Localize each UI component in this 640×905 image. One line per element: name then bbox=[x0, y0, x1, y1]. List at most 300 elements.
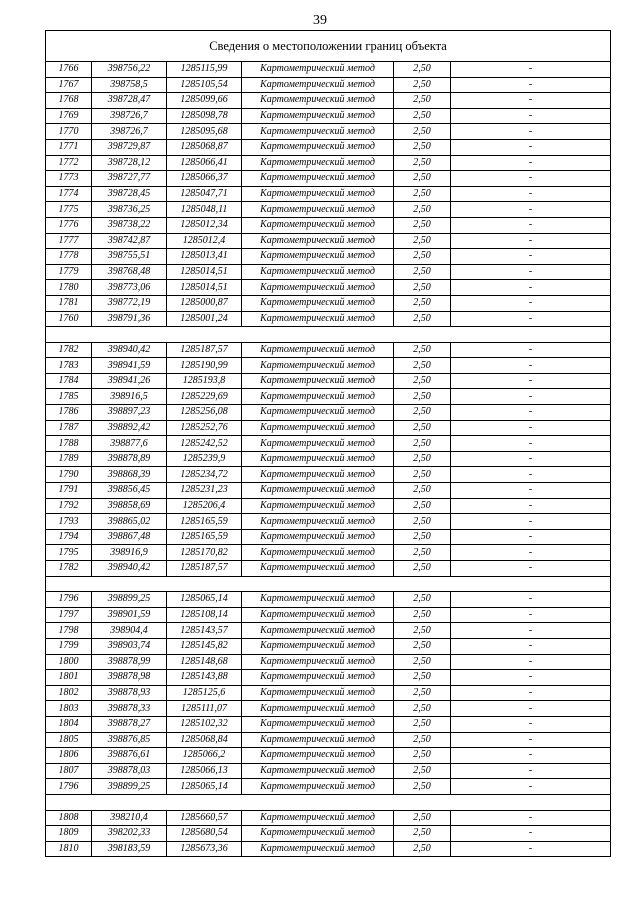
method-cell: Картометрический метод bbox=[242, 93, 394, 109]
point-number-cell: 1790 bbox=[46, 467, 92, 483]
coord-y-cell: 1285102,32 bbox=[167, 716, 242, 732]
accuracy-cell: 2,50 bbox=[394, 233, 451, 249]
accuracy-cell: 2,50 bbox=[394, 607, 451, 623]
separator-cell bbox=[46, 327, 611, 343]
description-cell: - bbox=[451, 217, 611, 233]
accuracy-cell: 2,50 bbox=[394, 249, 451, 265]
coord-y-cell: 1285673,36 bbox=[167, 841, 242, 857]
coord-x-cell: 398899,25 bbox=[92, 592, 167, 608]
description-cell: - bbox=[451, 592, 611, 608]
description-cell: - bbox=[451, 545, 611, 561]
accuracy-cell: 2,50 bbox=[394, 405, 451, 421]
point-number-cell: 1799 bbox=[46, 638, 92, 654]
method-cell: Картометрический метод bbox=[242, 373, 394, 389]
table-row bbox=[46, 763, 611, 779]
accuracy-cell: 2,50 bbox=[394, 592, 451, 608]
accuracy-cell: 2,50 bbox=[394, 171, 451, 187]
accuracy-cell: 2,50 bbox=[394, 124, 451, 140]
accuracy-cell: 2,50 bbox=[394, 155, 451, 171]
accuracy-cell: 2,50 bbox=[394, 529, 451, 545]
description-cell: - bbox=[451, 514, 611, 530]
table-row bbox=[46, 108, 611, 124]
table-row bbox=[46, 826, 611, 842]
coord-x-cell: 398867,48 bbox=[92, 529, 167, 545]
coord-x-cell: 398791,36 bbox=[92, 311, 167, 327]
description-cell: - bbox=[451, 451, 611, 467]
page-number: 39 bbox=[313, 13, 327, 28]
coord-x-cell: 398940,42 bbox=[92, 561, 167, 577]
accuracy-cell: 2,50 bbox=[394, 217, 451, 233]
accuracy-cell: 2,50 bbox=[394, 202, 451, 218]
description-cell: - bbox=[451, 389, 611, 405]
method-cell: Картометрический метод bbox=[242, 826, 394, 842]
description-cell: - bbox=[451, 295, 611, 311]
method-cell: Картометрический метод bbox=[242, 748, 394, 764]
coord-y-cell: 1285066,13 bbox=[167, 763, 242, 779]
description-cell: - bbox=[451, 763, 611, 779]
coord-y-cell: 1285014,51 bbox=[167, 280, 242, 296]
table-row bbox=[46, 436, 611, 452]
table-row bbox=[46, 217, 611, 233]
table-body bbox=[46, 31, 611, 857]
description-cell: - bbox=[451, 93, 611, 109]
point-number-cell: 1777 bbox=[46, 233, 92, 249]
accuracy-cell: 2,50 bbox=[394, 638, 451, 654]
description-cell: - bbox=[451, 171, 611, 187]
coord-x-cell: 398876,85 bbox=[92, 732, 167, 748]
table-row bbox=[46, 202, 611, 218]
accuracy-cell: 2,50 bbox=[394, 108, 451, 124]
coord-y-cell: 1285105,54 bbox=[167, 77, 242, 93]
coord-x-cell: 398916,9 bbox=[92, 545, 167, 561]
point-number-cell: 1776 bbox=[46, 217, 92, 233]
coord-x-cell: 398183,59 bbox=[92, 841, 167, 857]
coord-y-cell: 1285145,82 bbox=[167, 638, 242, 654]
description-cell: - bbox=[451, 701, 611, 717]
description-cell: - bbox=[451, 155, 611, 171]
coord-x-cell: 398892,42 bbox=[92, 420, 167, 436]
method-cell: Картометрический метод bbox=[242, 670, 394, 686]
accuracy-cell: 2,50 bbox=[394, 311, 451, 327]
coord-x-cell: 398940,42 bbox=[92, 342, 167, 358]
table-row bbox=[46, 420, 611, 436]
table-row bbox=[46, 405, 611, 421]
method-cell: Картометрический метод bbox=[242, 607, 394, 623]
accuracy-cell: 2,50 bbox=[394, 436, 451, 452]
coord-y-cell: 1285108,14 bbox=[167, 607, 242, 623]
table-row bbox=[46, 716, 611, 732]
coord-y-cell: 1285193,8 bbox=[167, 373, 242, 389]
table-row bbox=[46, 623, 611, 639]
coord-x-cell: 398916,5 bbox=[92, 389, 167, 405]
table-row bbox=[46, 841, 611, 857]
method-cell: Картометрический метод bbox=[242, 108, 394, 124]
description-cell: - bbox=[451, 280, 611, 296]
coord-x-cell: 398878,98 bbox=[92, 670, 167, 686]
point-number-cell: 1760 bbox=[46, 311, 92, 327]
method-cell: Картометрический метод bbox=[242, 62, 394, 78]
table-row bbox=[46, 483, 611, 499]
method-cell: Картометрический метод bbox=[242, 171, 394, 187]
coord-y-cell: 1285000,87 bbox=[167, 295, 242, 311]
description-cell: - bbox=[451, 311, 611, 327]
description-cell: - bbox=[451, 186, 611, 202]
description-cell: - bbox=[451, 841, 611, 857]
coord-y-cell: 1285680,54 bbox=[167, 826, 242, 842]
coord-x-cell: 398773,06 bbox=[92, 280, 167, 296]
point-number-cell: 1795 bbox=[46, 545, 92, 561]
accuracy-cell: 2,50 bbox=[394, 358, 451, 374]
description-cell: - bbox=[451, 233, 611, 249]
table-row bbox=[46, 670, 611, 686]
description-cell: - bbox=[451, 202, 611, 218]
table-row bbox=[46, 498, 611, 514]
description-cell: - bbox=[451, 732, 611, 748]
method-cell: Картометрический метод bbox=[242, 311, 394, 327]
coord-x-cell: 398210,4 bbox=[92, 810, 167, 826]
description-cell: - bbox=[451, 685, 611, 701]
method-cell: Картометрический метод bbox=[242, 810, 394, 826]
accuracy-cell: 2,50 bbox=[394, 420, 451, 436]
coord-y-cell: 1285231,23 bbox=[167, 483, 242, 499]
description-cell: - bbox=[451, 716, 611, 732]
method-cell: Картометрический метод bbox=[242, 498, 394, 514]
coord-y-cell: 1285065,14 bbox=[167, 779, 242, 795]
coord-x-cell: 398728,47 bbox=[92, 93, 167, 109]
method-cell: Картометрический метод bbox=[242, 841, 394, 857]
coord-x-cell: 398941,59 bbox=[92, 358, 167, 374]
point-number-cell: 1808 bbox=[46, 810, 92, 826]
accuracy-cell: 2,50 bbox=[394, 295, 451, 311]
coord-x-cell: 398897,23 bbox=[92, 405, 167, 421]
point-number-cell: 1781 bbox=[46, 295, 92, 311]
description-cell: - bbox=[451, 607, 611, 623]
method-cell: Картометрический метод bbox=[242, 389, 394, 405]
coord-x-cell: 398868,39 bbox=[92, 467, 167, 483]
point-number-cell: 1778 bbox=[46, 249, 92, 265]
description-cell: - bbox=[451, 670, 611, 686]
coord-y-cell: 1285256,08 bbox=[167, 405, 242, 421]
coord-y-cell: 1285229,69 bbox=[167, 389, 242, 405]
table-row bbox=[46, 545, 611, 561]
method-cell: Картометрический метод bbox=[242, 451, 394, 467]
method-cell: Картометрический метод bbox=[242, 358, 394, 374]
coord-y-cell: 1285065,14 bbox=[167, 592, 242, 608]
point-number-cell: 1782 bbox=[46, 342, 92, 358]
coord-x-cell: 398878,03 bbox=[92, 763, 167, 779]
description-cell: - bbox=[451, 810, 611, 826]
coord-x-cell: 398878,27 bbox=[92, 716, 167, 732]
method-cell: Картометрический метод bbox=[242, 514, 394, 530]
coord-y-cell: 1285252,76 bbox=[167, 420, 242, 436]
method-cell: Картометрический метод bbox=[242, 249, 394, 265]
table-row bbox=[46, 358, 611, 374]
accuracy-cell: 2,50 bbox=[394, 810, 451, 826]
coord-y-cell: 1285148,68 bbox=[167, 654, 242, 670]
point-number-cell: 1806 bbox=[46, 748, 92, 764]
coord-x-cell: 398772,19 bbox=[92, 295, 167, 311]
coord-y-cell: 1285190,99 bbox=[167, 358, 242, 374]
description-cell: - bbox=[451, 342, 611, 358]
accuracy-cell: 2,50 bbox=[394, 654, 451, 670]
table-row bbox=[46, 389, 611, 405]
method-cell: Картометрический метод bbox=[242, 155, 394, 171]
accuracy-cell: 2,50 bbox=[394, 623, 451, 639]
method-cell: Картометрический метод bbox=[242, 716, 394, 732]
point-number-cell: 1791 bbox=[46, 483, 92, 499]
accuracy-cell: 2,50 bbox=[394, 62, 451, 78]
point-number-cell: 1793 bbox=[46, 514, 92, 530]
accuracy-cell: 2,50 bbox=[394, 389, 451, 405]
coord-y-cell: 1285099,66 bbox=[167, 93, 242, 109]
coord-y-cell: 1285068,87 bbox=[167, 139, 242, 155]
coord-x-cell: 398878,99 bbox=[92, 654, 167, 670]
table-row bbox=[46, 62, 611, 78]
table-row bbox=[46, 779, 611, 795]
coord-x-cell: 398941,26 bbox=[92, 373, 167, 389]
accuracy-cell: 2,50 bbox=[394, 716, 451, 732]
point-number-cell: 1804 bbox=[46, 716, 92, 732]
coord-y-cell: 1285048,11 bbox=[167, 202, 242, 218]
coord-y-cell: 1285066,37 bbox=[167, 171, 242, 187]
accuracy-cell: 2,50 bbox=[394, 779, 451, 795]
table-row bbox=[46, 124, 611, 140]
accuracy-cell: 2,50 bbox=[394, 670, 451, 686]
description-cell: - bbox=[451, 467, 611, 483]
method-cell: Картометрический метод bbox=[242, 124, 394, 140]
accuracy-cell: 2,50 bbox=[394, 373, 451, 389]
accuracy-cell: 2,50 bbox=[394, 139, 451, 155]
description-cell: - bbox=[451, 358, 611, 374]
point-number-cell: 1800 bbox=[46, 654, 92, 670]
method-cell: Картометрический метод bbox=[242, 732, 394, 748]
point-number-cell: 1784 bbox=[46, 373, 92, 389]
accuracy-cell: 2,50 bbox=[394, 701, 451, 717]
method-cell: Картометрический метод bbox=[242, 233, 394, 249]
description-cell: - bbox=[451, 139, 611, 155]
point-number-cell: 1773 bbox=[46, 171, 92, 187]
description-cell: - bbox=[451, 779, 611, 795]
point-number-cell: 1802 bbox=[46, 685, 92, 701]
accuracy-cell: 2,50 bbox=[394, 685, 451, 701]
description-cell: - bbox=[451, 638, 611, 654]
accuracy-cell: 2,50 bbox=[394, 763, 451, 779]
description-cell: - bbox=[451, 654, 611, 670]
point-number-cell: 1810 bbox=[46, 841, 92, 857]
point-number-cell: 1807 bbox=[46, 763, 92, 779]
coord-y-cell: 1285143,57 bbox=[167, 623, 242, 639]
table-row bbox=[46, 654, 611, 670]
description-cell: - bbox=[451, 826, 611, 842]
table-row bbox=[46, 93, 611, 109]
coord-y-cell: 1285165,59 bbox=[167, 529, 242, 545]
table-row bbox=[46, 171, 611, 187]
coord-y-cell: 1285012,34 bbox=[167, 217, 242, 233]
method-cell: Картометрический метод bbox=[242, 202, 394, 218]
point-number-cell: 1783 bbox=[46, 358, 92, 374]
method-cell: Картометрический метод bbox=[242, 264, 394, 280]
point-number-cell: 1797 bbox=[46, 607, 92, 623]
point-number-cell: 1785 bbox=[46, 389, 92, 405]
accuracy-cell: 2,50 bbox=[394, 186, 451, 202]
method-cell: Картометрический метод bbox=[242, 405, 394, 421]
coord-y-cell: 1285012,4 bbox=[167, 233, 242, 249]
coord-y-cell: 1285187,57 bbox=[167, 561, 242, 577]
accuracy-cell: 2,50 bbox=[394, 826, 451, 842]
table-row bbox=[46, 451, 611, 467]
point-number-cell: 1801 bbox=[46, 670, 92, 686]
coord-x-cell: 398727,77 bbox=[92, 171, 167, 187]
method-cell: Картометрический метод bbox=[242, 763, 394, 779]
method-cell: Картометрический метод bbox=[242, 217, 394, 233]
accuracy-cell: 2,50 bbox=[394, 514, 451, 530]
coord-y-cell: 1285125,6 bbox=[167, 685, 242, 701]
method-cell: Картометрический метод bbox=[242, 139, 394, 155]
accuracy-cell: 2,50 bbox=[394, 483, 451, 499]
description-cell: - bbox=[451, 498, 611, 514]
coord-y-cell: 1285660,57 bbox=[167, 810, 242, 826]
coord-y-cell: 1285014,51 bbox=[167, 264, 242, 280]
table-row bbox=[46, 638, 611, 654]
coord-y-cell: 1285095,68 bbox=[167, 124, 242, 140]
table-title-row bbox=[46, 31, 611, 62]
table-row bbox=[46, 77, 611, 93]
table-row bbox=[46, 514, 611, 530]
table-row bbox=[46, 607, 611, 623]
method-cell: Картометрический метод bbox=[242, 77, 394, 93]
method-cell: Картометрический метод bbox=[242, 483, 394, 499]
method-cell: Картометрический метод bbox=[242, 638, 394, 654]
method-cell: Картометрический метод bbox=[242, 467, 394, 483]
description-cell: - bbox=[451, 483, 611, 499]
group-separator bbox=[46, 576, 611, 592]
accuracy-cell: 2,50 bbox=[394, 498, 451, 514]
accuracy-cell: 2,50 bbox=[394, 545, 451, 561]
method-cell: Картометрический метод bbox=[242, 592, 394, 608]
coord-x-cell: 398865,02 bbox=[92, 514, 167, 530]
description-cell: - bbox=[451, 420, 611, 436]
coord-x-cell: 398756,22 bbox=[92, 62, 167, 78]
description-cell: - bbox=[451, 373, 611, 389]
table-row bbox=[46, 685, 611, 701]
coord-x-cell: 398738,22 bbox=[92, 217, 167, 233]
description-cell: - bbox=[451, 108, 611, 124]
coord-x-cell: 398903,74 bbox=[92, 638, 167, 654]
method-cell: Картометрический метод bbox=[242, 420, 394, 436]
table-row bbox=[46, 233, 611, 249]
accuracy-cell: 2,50 bbox=[394, 467, 451, 483]
method-cell: Картометрический метод bbox=[242, 623, 394, 639]
table-row bbox=[46, 373, 611, 389]
point-number-cell: 1768 bbox=[46, 93, 92, 109]
point-number-cell: 1782 bbox=[46, 561, 92, 577]
table-row bbox=[46, 311, 611, 327]
point-number-cell: 1772 bbox=[46, 155, 92, 171]
method-cell: Картометрический метод bbox=[242, 545, 394, 561]
coord-y-cell: 1285165,59 bbox=[167, 514, 242, 530]
coord-x-cell: 398768,48 bbox=[92, 264, 167, 280]
table-row bbox=[46, 280, 611, 296]
accuracy-cell: 2,50 bbox=[394, 77, 451, 93]
table-row bbox=[46, 748, 611, 764]
coord-x-cell: 398904,4 bbox=[92, 623, 167, 639]
point-number-cell: 1787 bbox=[46, 420, 92, 436]
coord-y-cell: 1285242,52 bbox=[167, 436, 242, 452]
table-row bbox=[46, 561, 611, 577]
method-cell: Картометрический метод bbox=[242, 779, 394, 795]
point-number-cell: 1805 bbox=[46, 732, 92, 748]
point-number-cell: 1803 bbox=[46, 701, 92, 717]
method-cell: Картометрический метод bbox=[242, 342, 394, 358]
point-number-cell: 1796 bbox=[46, 779, 92, 795]
method-cell: Картометрический метод bbox=[242, 529, 394, 545]
table-row bbox=[46, 139, 611, 155]
description-cell: - bbox=[451, 623, 611, 639]
table-row bbox=[46, 701, 611, 717]
table-row bbox=[46, 810, 611, 826]
point-number-cell: 1780 bbox=[46, 280, 92, 296]
coord-x-cell: 398726,7 bbox=[92, 124, 167, 140]
point-number-cell: 1809 bbox=[46, 826, 92, 842]
coord-y-cell: 1285013,41 bbox=[167, 249, 242, 265]
method-cell: Картометрический метод bbox=[242, 561, 394, 577]
table-row bbox=[46, 264, 611, 280]
description-cell: - bbox=[451, 77, 611, 93]
table-row bbox=[46, 592, 611, 608]
table-row bbox=[46, 249, 611, 265]
point-number-cell: 1774 bbox=[46, 186, 92, 202]
description-cell: - bbox=[451, 264, 611, 280]
coord-x-cell: 398729,87 bbox=[92, 139, 167, 155]
coord-y-cell: 1285206,4 bbox=[167, 498, 242, 514]
method-cell: Картометрический метод bbox=[242, 186, 394, 202]
table-row bbox=[46, 342, 611, 358]
coord-y-cell: 1285115,99 bbox=[167, 62, 242, 78]
point-number-cell: 1798 bbox=[46, 623, 92, 639]
description-cell: - bbox=[451, 748, 611, 764]
coord-y-cell: 1285066,41 bbox=[167, 155, 242, 171]
coord-y-cell: 1285098,78 bbox=[167, 108, 242, 124]
coord-x-cell: 398876,61 bbox=[92, 748, 167, 764]
table-title: Сведения о местоположении границ объекта bbox=[46, 31, 611, 62]
method-cell: Картометрический метод bbox=[242, 280, 394, 296]
separator-cell bbox=[46, 794, 611, 810]
point-number-cell: 1770 bbox=[46, 124, 92, 140]
coord-x-cell: 398878,89 bbox=[92, 451, 167, 467]
accuracy-cell: 2,50 bbox=[394, 342, 451, 358]
coord-x-cell: 398899,25 bbox=[92, 779, 167, 795]
coord-x-cell: 398755,51 bbox=[92, 249, 167, 265]
coord-y-cell: 1285239,9 bbox=[167, 451, 242, 467]
description-cell: - bbox=[451, 124, 611, 140]
method-cell: Картометрический метод bbox=[242, 654, 394, 670]
point-number-cell: 1769 bbox=[46, 108, 92, 124]
point-number-cell: 1786 bbox=[46, 405, 92, 421]
table-row bbox=[46, 467, 611, 483]
description-cell: - bbox=[451, 62, 611, 78]
coord-x-cell: 398878,33 bbox=[92, 701, 167, 717]
group-separator bbox=[46, 327, 611, 343]
table-row bbox=[46, 186, 611, 202]
coord-y-cell: 1285068,84 bbox=[167, 732, 242, 748]
accuracy-cell: 2,50 bbox=[394, 841, 451, 857]
point-number-cell: 1766 bbox=[46, 62, 92, 78]
coord-y-cell: 1285143,88 bbox=[167, 670, 242, 686]
coord-x-cell: 398202,33 bbox=[92, 826, 167, 842]
coord-x-cell: 398742,87 bbox=[92, 233, 167, 249]
coord-x-cell: 398901,59 bbox=[92, 607, 167, 623]
coord-y-cell: 1285234,72 bbox=[167, 467, 242, 483]
